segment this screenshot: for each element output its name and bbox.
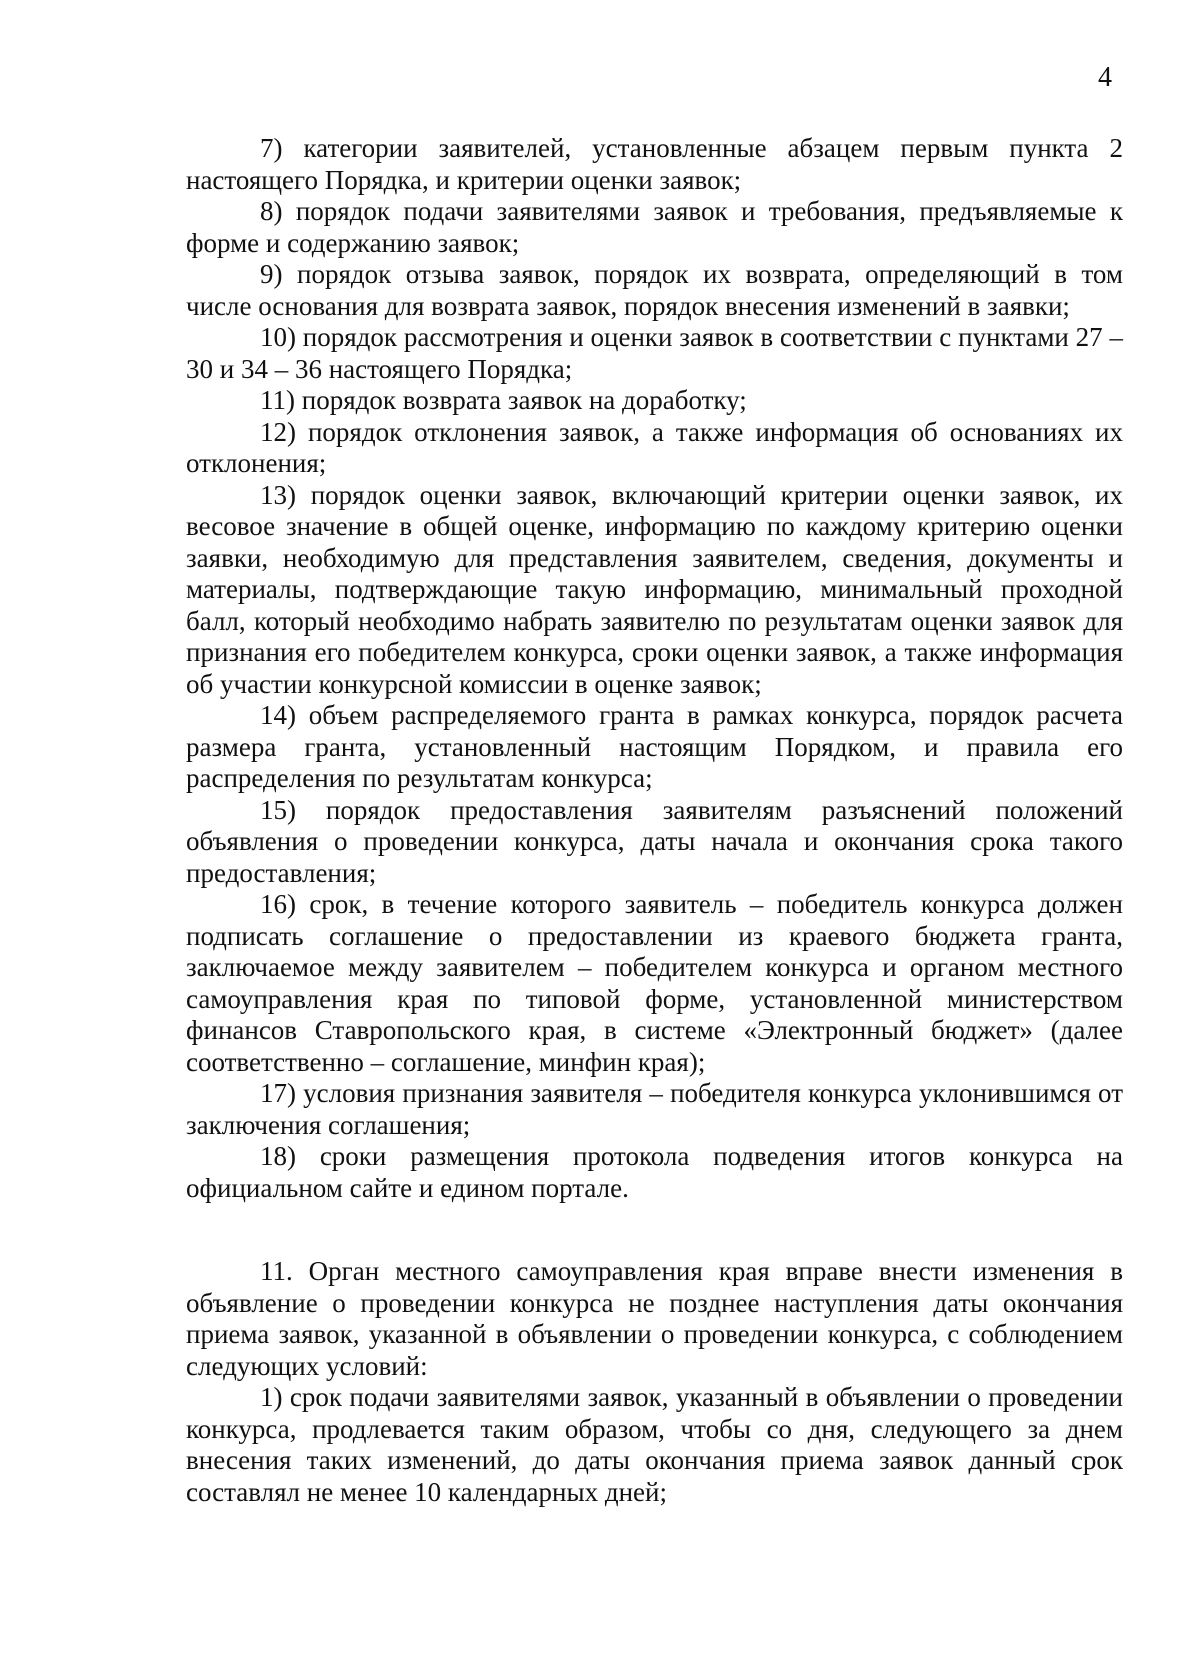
document-body [186,133,1123,1508]
page-number: 4 [1098,62,1112,93]
list-item-9: 9) порядок отзыва заявок, порядок их возврата, определяющий в том числе основания для возврата заявок, порядок внесения изменений в заявки; [186,259,1123,321]
list-item-8: 8) порядок подачи заявителями заявок и требования, предъявляемые к форме и содержанию заявок; [186,196,1123,258]
list-item-17: 17) условия признания заявителя – победителя конкурса уклонившимся от заключения соглашения; [186,1078,1123,1140]
list-item-10: 10) порядок рассмотрения и оценки заявок в соответствии с пунктами 27 – 30 и 34 – 36 настоящего Порядка; [186,322,1123,384]
list-item-12: 12) порядок отклонения заявок, а также информация об основаниях их отклонения; [186,416,1123,478]
section-11-intro: 11. Орган местного самоуправления края вправе внести изменения в объявление о проведении конкурса не позднее наступления даты окончания приема заявок, указанной в объявлении о проведении конкурса, с соблюдением следующих условий: [186,1256,1123,1381]
list-item-7: 7) категории заявителей, установленные абзацем первым пункта 2 настоящего Порядка, и критерии оценки заявок; [186,133,1123,195]
list-item-15: 15) порядок предоставления заявителям разъяснений положений объявления о проведении конкурса, даты начала и окончания срока такого предоставления; [186,794,1123,888]
list-item-11: 11) порядок возврата заявок на доработку; [260,385,747,415]
list-item-18: 18) сроки размещения протокола подведения итогов конкурса на официальном сайте и едином портале. [186,1141,1123,1203]
list-item-13: 13) порядок оценки заявок, включающий критерии оценки заявок, их весовое значение в общей оценке, информацию по каждому критерию оценки заявки, необходимую для представления заявителем, сведения, документы и материалы, подтверждающие такую информацию, минимальный проходной балл, который необходимо набрать заявителю по результатам оценки заявок для признания его победителем конкурса, сроки оценки заявок, а также информация об участии конкурсной комиссии в оценке заявок; [186,479,1123,699]
list-item-16: 16) срок, в течение которого заявитель – победитель конкурса должен подписать соглашение о предоставлении из краевого бюджета гранта, заключаемое между заявителем – победителем конкурса и органом местного самоуправления края по типовой форме, установленной министерством финансов Ставропольского края, в системе «Электронный бюджет» (далее соответственно – соглашение, минфин края); [186,889,1123,1077]
section-spacer [186,1204,1123,1256]
list-item-14: 14) объем распределяемого гранта в рамках конкурса, порядок расчета размера гранта, установленный настоящим Порядком, и правила его распределения по результатам конкурса; [186,700,1123,793]
section-11-item-1: 1) срок подачи заявителями заявок, указанный в объявлении о проведении конкурса, продлевается таким образом, чтобы со дня, следующего за днем внесения таких изменений, до даты окончания приема заявок данный срок составлял не менее 10 календарных дней; [186,1382,1123,1507]
